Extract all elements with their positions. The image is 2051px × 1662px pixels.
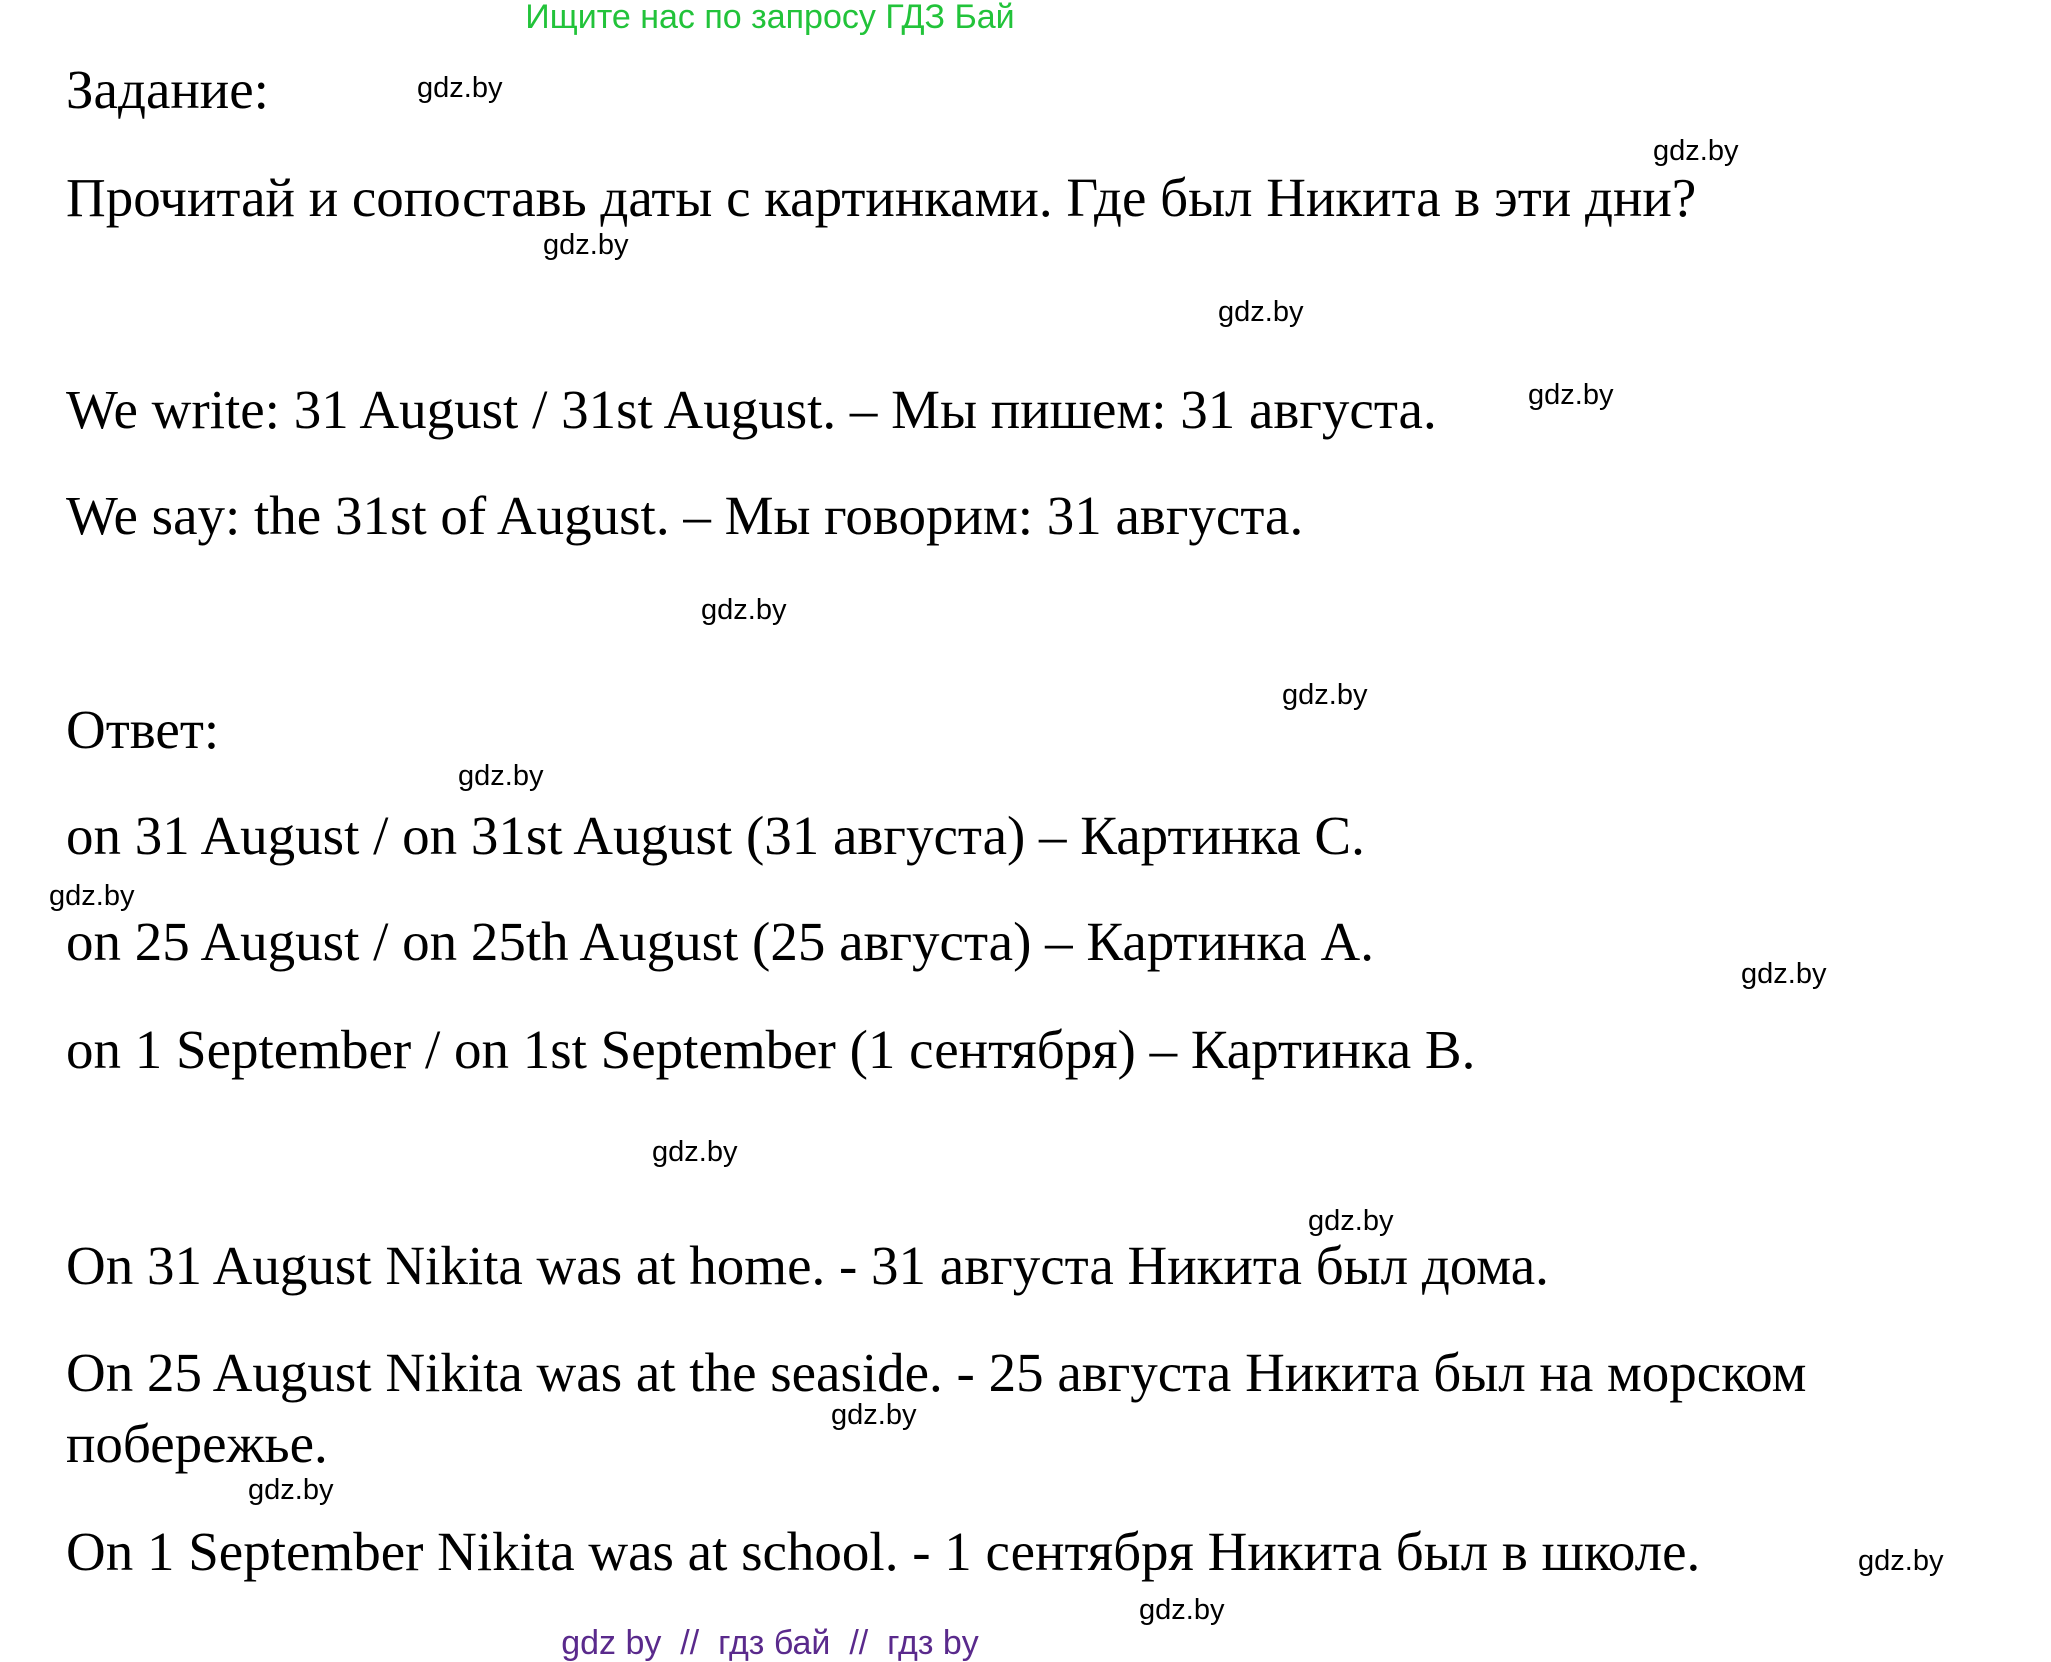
watermark: gdz.by xyxy=(1282,679,1368,711)
answer-sentence-2: On 25 August Nikita was at the seaside. - 25 августа Никита был на морском xyxy=(66,1342,1807,1403)
bottom-banner-text[interactable]: gdz by // гдз бай // гдз by xyxy=(561,1624,979,1662)
watermark: gdz.by xyxy=(652,1136,738,1168)
watermark: gdz.by xyxy=(1218,296,1304,328)
watermark: gdz.by xyxy=(1528,379,1614,411)
watermark: gdz.by xyxy=(1308,1205,1394,1237)
watermark: gdz.by xyxy=(543,229,629,261)
watermark: gdz.by xyxy=(1741,958,1827,990)
note-write: We write: 31 August / 31st August. – Мы пишем: 31 августа. xyxy=(66,379,1437,440)
watermark: gdz.by xyxy=(49,880,135,912)
top-banner-text[interactable]: Ищите нас по запросу ГДЗ Бай xyxy=(525,0,1015,36)
answer-match-1: on 31 August / on 31st August (31 августа) – Картинка C. xyxy=(66,805,1365,866)
task-heading: Задание: xyxy=(66,59,269,120)
watermark: gdz.by xyxy=(417,72,503,104)
watermark: gdz.by xyxy=(701,594,787,626)
bottom-banner[interactable] xyxy=(0,1626,1540,1660)
watermark: gdz.by xyxy=(1653,135,1739,167)
task-instruction: Прочитай и сопоставь даты с картинками. Где был Никита в эти дни? xyxy=(66,167,1697,228)
note-say: We say: the 31st of August. – Мы говорим: 31 августа. xyxy=(66,485,1304,546)
answer-match-3: on 1 September / on 1st September (1 сентября) – Картинка B. xyxy=(66,1019,1476,1080)
watermark: gdz.by xyxy=(248,1474,334,1506)
watermark: gdz.by xyxy=(458,760,544,792)
answer-sentence-2-cont: побережье. xyxy=(66,1413,328,1474)
watermark: gdz.by xyxy=(831,1399,917,1431)
watermark: gdz.by xyxy=(1139,1594,1225,1626)
top-banner[interactable] xyxy=(0,0,1540,36)
answer-match-2: on 25 August / on 25th August (25 августа) – Картинка A. xyxy=(66,911,1374,972)
answer-heading: Ответ: xyxy=(66,699,220,760)
watermark: gdz.by xyxy=(1858,1545,1944,1577)
answer-sentence-3: On 1 September Nikita was at school. - 1 сентября Никита был в школе. xyxy=(66,1521,1701,1582)
answer-sentence-1: On 31 August Nikita was at home. - 31 августа Никита был дома. xyxy=(66,1235,1549,1296)
